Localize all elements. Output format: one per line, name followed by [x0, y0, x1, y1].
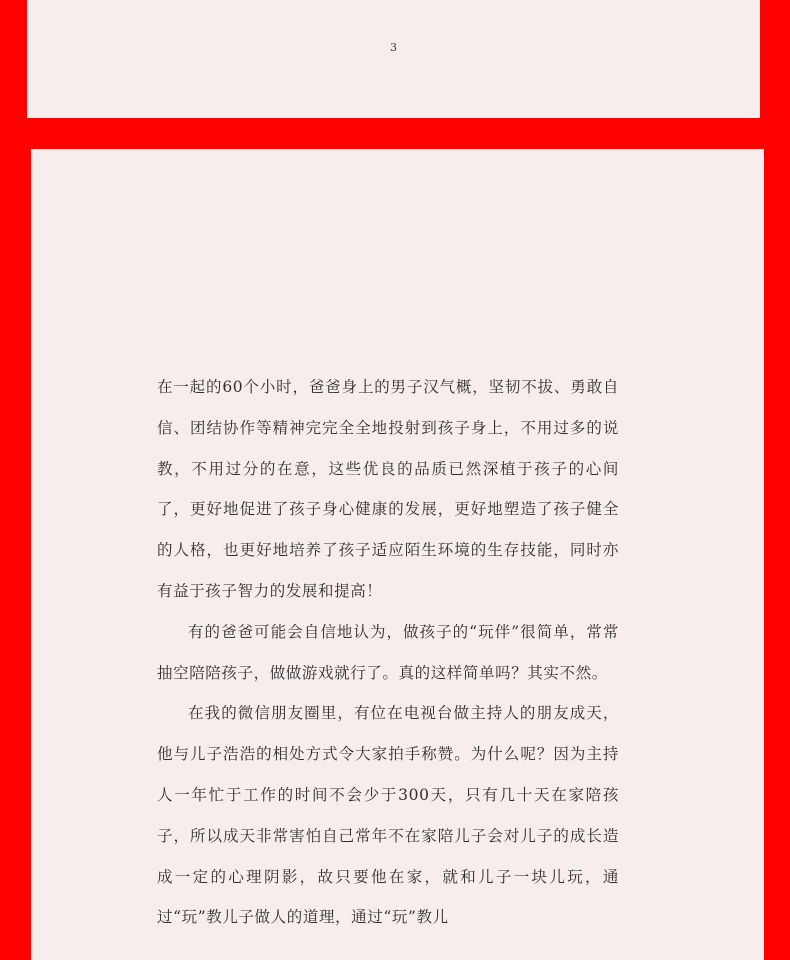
paragraph-3: 在我的微信朋友圈里，有位在电视台做主持人的朋友成天，他与儿子浩浩的相处方式令大家拍手称赞。为什么呢？因为主持人一年忙于工作的时间不会少于300天，只有几十天在家陪孩子，所以成天非常害怕自己常年不在家陪儿子会对儿子的成长造成一定的心理阴影，故只要他在家，就和儿子一块儿玩，通过“玩”教儿子做人的道理，通过“玩”教儿: [157, 704, 619, 927]
paragraph-1: 在一起的60个小时，爸爸身上的男子汉气概，坚韧不拔、勇敢自信、团结协作等精神完完全全地投射到孩子身上，不用过多的说教，不用过分的在意，这些优良的品质已然深植于孩子的心间了，更好地促进了孩子身心健康的发展，更好地塑造了孩子健全的人格，也更好地培养了孩子适应陌生环境的生存技能，同时亦有益于孩子智力的发展和提高！: [157, 378, 619, 600]
page-number: 3: [390, 41, 397, 54]
previous-page-bottom: [27, 0, 760, 118]
book-page: [31, 149, 764, 960]
paragraph-2: 有的爸爸可能会自信地认为，做孩子的“玩伴”很简单，常常抽空陪陪孩子，做做游戏就行了。真的这样简单吗？其实不然。: [157, 622, 619, 682]
body-text: [157, 367, 619, 938]
